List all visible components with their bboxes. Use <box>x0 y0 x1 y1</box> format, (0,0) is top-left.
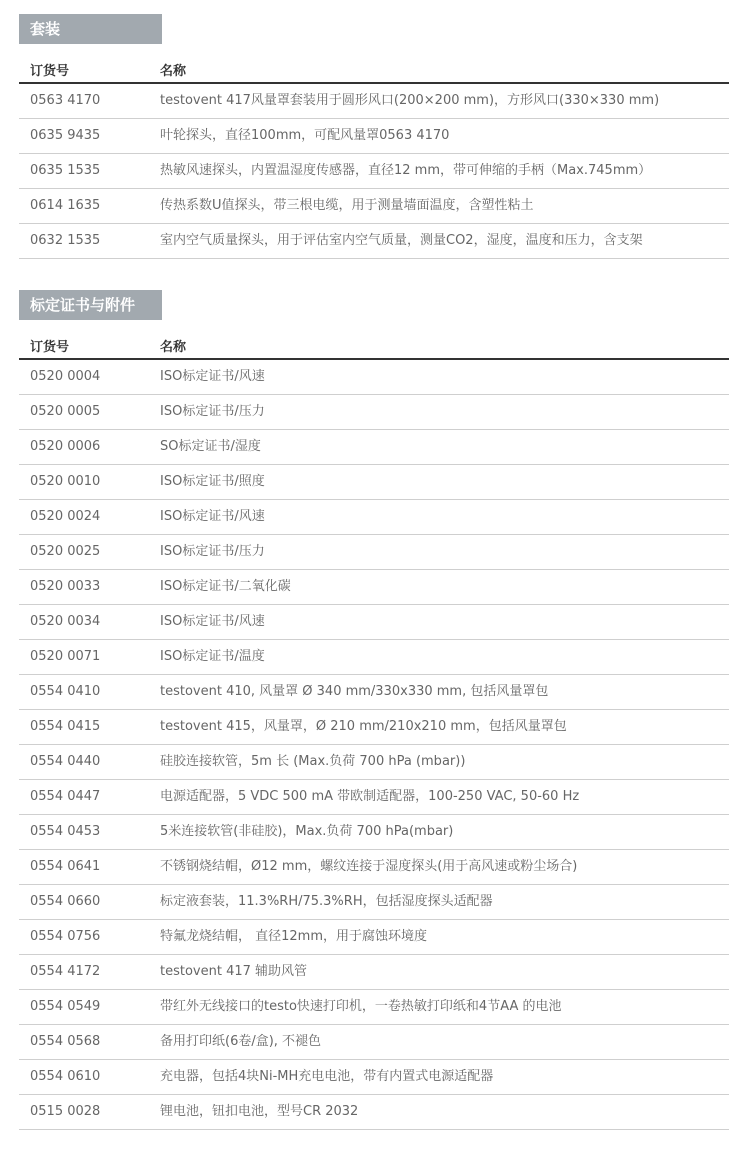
table-row <box>19 745 729 780</box>
product-name: 叶轮探头，直径100mm，可配风量罩0563 4170 <box>160 128 450 143</box>
order-number: 0632 1535 <box>30 233 101 248</box>
column-header-order-no: 订货号 <box>30 64 70 79</box>
table-row <box>19 640 729 675</box>
product-name: ISO标定证书/压力 <box>160 404 265 419</box>
product-name: 5米连接软管(非硅胶)，Max.负荷 700 hPa(mbar) <box>160 824 454 839</box>
table-row <box>19 119 729 154</box>
table-row <box>19 955 729 990</box>
order-number: 0554 0756 <box>30 929 101 944</box>
table-row <box>19 1025 729 1060</box>
column-header-name: 名称 <box>160 64 187 79</box>
order-number: 0520 0005 <box>30 404 101 419</box>
product-name: ISO标定证书/风速 <box>160 509 265 524</box>
column-header-order-no: 订货号 <box>30 340 70 355</box>
product-name: 锂电池，钮扣电池，型号CR 2032 <box>160 1104 359 1119</box>
section-title: 套装 <box>19 14 162 44</box>
order-number: 0614 1635 <box>30 198 101 213</box>
table-row <box>19 850 729 885</box>
table-row <box>19 570 729 605</box>
product-name: 特氟龙烧结帽， 直径12mm，用于腐蚀环境度 <box>160 929 428 944</box>
product-name: 室内空气质量探头，用于评估室内空气质量，测量CO2，湿度，温度和压力，含支架 <box>160 233 643 248</box>
order-number: 0554 0610 <box>30 1069 101 1084</box>
product-name: ISO标定证书/压力 <box>160 544 265 559</box>
table-row <box>19 990 729 1025</box>
product-name: 标定液套装，11.3%RH/75.3%RH，包括湿度探头适配器 <box>160 894 493 909</box>
order-number: 0554 0660 <box>30 894 101 909</box>
table-row <box>19 885 729 920</box>
order-number: 0520 0024 <box>30 509 101 524</box>
product-name: testovent 415，风量罩，Ø 210 mm/210x210 mm，包括风量罩包 <box>160 719 567 734</box>
order-number: 0554 0410 <box>30 684 101 699</box>
section-kit <box>19 14 729 259</box>
order-number: 0554 0549 <box>30 999 101 1014</box>
order-number: 0520 0071 <box>30 649 101 664</box>
table-row <box>19 710 729 745</box>
table-row <box>19 430 729 465</box>
product-name: ISO标定证书/温度 <box>160 649 265 664</box>
table-row <box>19 500 729 535</box>
table-row <box>19 1060 729 1095</box>
order-number: 0554 0453 <box>30 824 101 839</box>
product-name: ISO标定证书/二氧化碳 <box>160 579 291 594</box>
table-row <box>19 535 729 570</box>
product-name: 备用打印纸(6卷/盒), 不褪色 <box>160 1034 322 1049</box>
product-name: testovent 417风量罩套装用于圆形风口(200×200 mm)，方形风口(330×330 mm) <box>160 93 660 108</box>
order-number: 0515 0028 <box>30 1104 101 1119</box>
order-number: 0563 4170 <box>30 93 101 108</box>
table-row <box>19 1095 729 1130</box>
product-name: ISO标定证书/照度 <box>160 474 265 489</box>
table-body <box>19 360 729 1130</box>
table-row <box>19 605 729 640</box>
table-row <box>19 780 729 815</box>
order-number: 0520 0006 <box>30 439 101 454</box>
table-header <box>19 320 729 360</box>
table-row <box>19 154 729 189</box>
table-row <box>19 189 729 224</box>
product-name: testovent 417 辅助风管 <box>160 964 308 979</box>
order-number: 0520 0033 <box>30 579 101 594</box>
order-number: 0554 4172 <box>30 964 101 979</box>
product-name: 硅胶连接软管，5m 长 (Max.负荷 700 hPa (mbar)) <box>160 754 466 769</box>
table-row <box>19 360 729 395</box>
order-number: 0520 0004 <box>30 369 101 384</box>
product-name: 传热系数U值探头，带三根电缆，用于测量墙面温度，含塑性粘土 <box>160 198 534 213</box>
order-number: 0554 0447 <box>30 789 101 804</box>
order-number: 0635 1535 <box>30 163 101 178</box>
product-name: ISO标定证书/风速 <box>160 369 265 384</box>
product-name: 带红外无线接口的testo快速打印机，一卷热敏打印纸和4节AA 的电池 <box>160 999 562 1014</box>
order-number: 0554 0568 <box>30 1034 101 1049</box>
table-row <box>19 920 729 955</box>
order-number: 0554 0440 <box>30 754 101 769</box>
table-row <box>19 84 729 119</box>
order-number: 0635 9435 <box>30 128 101 143</box>
product-name: 不锈钢烧结帽，Ø12 mm，螺纹连接于湿度探头(用于高风速或粉尘场合) <box>160 859 578 874</box>
table-row <box>19 465 729 500</box>
table-row <box>19 395 729 430</box>
product-name: 充电器，包括4块Ni-MH充电电池，带有内置式电源适配器 <box>160 1069 494 1084</box>
order-number: 0520 0034 <box>30 614 101 629</box>
section-certificates-accessories <box>19 290 729 1130</box>
table-row <box>19 815 729 850</box>
order-number: 0554 0415 <box>30 719 101 734</box>
table-body <box>19 84 729 259</box>
product-name: ISO标定证书/风速 <box>160 614 265 629</box>
column-header-name: 名称 <box>160 340 187 355</box>
table-row <box>19 675 729 710</box>
table-row <box>19 224 729 259</box>
section-title: 标定证书与附件 <box>19 290 162 320</box>
table-header <box>19 44 729 84</box>
product-name: testovent 410, 风量罩 Ø 340 mm/330x330 mm, 包括风量罩包 <box>160 684 549 699</box>
product-name: SO标定证书/湿度 <box>160 439 261 454</box>
order-number: 0520 0010 <box>30 474 101 489</box>
product-name: 电源适配器，5 VDC 500 mA 带欧制适配器，100-250 VAC, 50-60 Hz <box>160 789 580 804</box>
order-number: 0554 0641 <box>30 859 101 874</box>
order-number: 0520 0025 <box>30 544 101 559</box>
product-name: 热敏风速探头，内置温湿度传感器，直径12 mm，带可伸缩的手柄（Max.745mm） <box>160 163 652 178</box>
